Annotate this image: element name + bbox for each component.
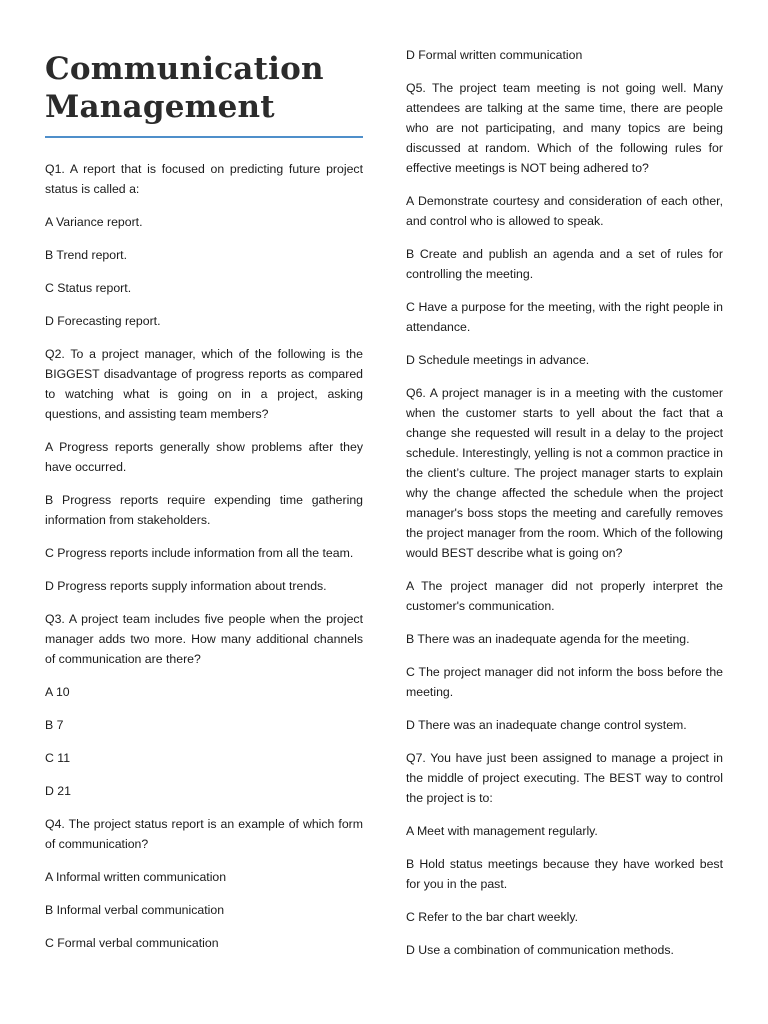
answer-option: C Refer to the bar chart weekly. xyxy=(406,910,579,924)
answer-option: A Meet with management regularly. xyxy=(406,824,598,838)
answer-option: B There was an inadequate agenda for the meeting. xyxy=(406,632,690,646)
question-1: Q1. A report that is focused on predicting future project status is called a: xyxy=(45,162,363,196)
answer-option: D There was an inadequate change control system. xyxy=(406,718,687,732)
title-underline xyxy=(45,136,363,138)
question-2: Q2. To a project manager, which of the following is the BIGGEST disadvantage of progress reports as compared to watching what is going on in a project, asking questions, and assisting team members? xyxy=(45,347,363,421)
question-5: Q5. The project team meeting is not going well. Many attendees are talking at the same time, there are people who are not participating, and many topics are being discussed at random. Which of the following rules for effective meetings is NOT being adhered to? xyxy=(406,81,723,175)
answer-option: A 10 xyxy=(45,685,70,699)
question-6: Q6. A project manager is in a meeting with the customer when the customer starts to yell about the fact that a change she requested will result in a delay to the project schedule. Interestingly, yelling is not a common practice in the client’s culture. The project manager starts to explain why the change affected the schedule when the project manager's boss stops the meeting and carefully removes the project manager from the room. Which of the following would BEST describe what is going on? xyxy=(406,386,723,560)
title-line-2: Management xyxy=(45,89,275,125)
answer-option: D Formal written communication xyxy=(406,48,583,62)
question-3: Q3. A project team includes five people when the project manager adds two more. How many additional channels of communication are there? xyxy=(45,612,363,666)
left-column xyxy=(45,0,363,966)
answer-option: C Have a purpose for the meeting, with the right people in attendance. xyxy=(406,300,723,334)
question-4: Q4. The project status report is an example of which form of communication? xyxy=(45,817,363,851)
right-column xyxy=(406,0,723,973)
answer-option: B Hold status meetings because they have worked best for you in the past. xyxy=(406,857,723,891)
question-7: Q7. You have just been assigned to manage a project in the middle of project executing. The BEST way to control the project is to: xyxy=(406,751,723,805)
answer-option: B Create and publish an agenda and a set of rules for controlling the meeting. xyxy=(406,247,723,281)
answer-option: D Use a combination of communication methods. xyxy=(406,943,674,957)
answer-option: A Informal written communication xyxy=(45,870,227,884)
answer-option: C Progress reports include information from all the team. xyxy=(45,546,354,560)
answer-option: C The project manager did not inform the boss before the meeting. xyxy=(406,665,723,699)
answer-option: C 11 xyxy=(45,751,71,765)
answer-option: A Variance report. xyxy=(45,215,143,229)
answer-option: D 21 xyxy=(45,784,71,798)
answer-option: D Progress reports supply information about trends. xyxy=(45,579,327,593)
answer-option: D Forecasting report. xyxy=(45,314,161,328)
answer-option: B 7 xyxy=(45,718,64,732)
answer-option: C Formal verbal communication xyxy=(45,936,219,950)
answer-option: B Informal verbal communication xyxy=(45,903,225,917)
answer-option: C Status report. xyxy=(45,281,132,295)
answer-option: D Schedule meetings in advance. xyxy=(406,353,590,367)
answer-option: A Progress reports generally show problems after they have occurred. xyxy=(45,440,363,474)
page-title xyxy=(45,50,363,126)
title-line-1: Communication xyxy=(45,51,324,87)
answer-option: B Progress reports require expending time gathering information from stakeholders. xyxy=(45,493,363,527)
answer-option: A Demonstrate courtesy and consideration of each other, and control who is allowed to speak. xyxy=(406,194,723,228)
answer-option: A The project manager did not properly interpret the customer's communication. xyxy=(406,579,723,613)
answer-option: B Trend report. xyxy=(45,248,128,262)
